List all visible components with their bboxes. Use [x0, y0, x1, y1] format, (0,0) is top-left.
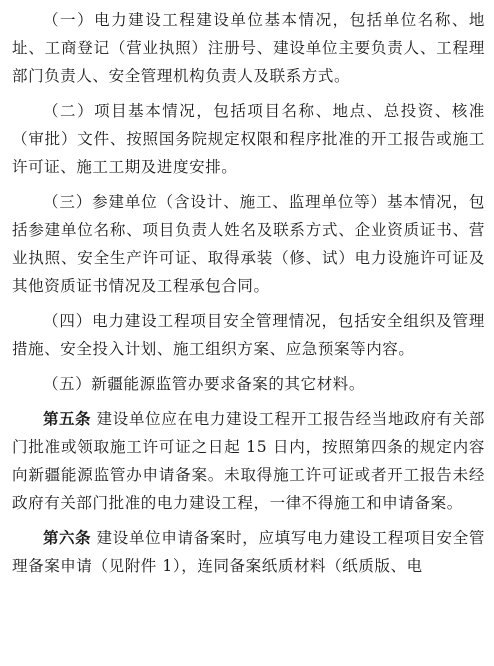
- article-text: 建设单位申请备案时，应填写电力建设工程项目安全管理备案申请（见附件 1），连同备案纸质材料（纸质版、电: [12, 529, 485, 575]
- paragraph-text: （二）项目基本情况，包括项目名称、地点、总投资、核准（审批）文件、按照国务院规定权限和程序批准的开工报告或施工许可证、施工工期及进度安排。: [12, 102, 485, 176]
- article-5: [12, 405, 485, 517]
- paragraph-text: （一）电力建设工程建设单位基本情况，包括单位名称、地址、工商登记（营业执照）注册号、建设单位主要负责人、工程理部门负责人、安全管理机构负责人及联系方式。: [12, 11, 485, 85]
- paragraph-text: （三）参建单位（含设计、施工、监理单位等）基本情况，包括参建单位名称、项目负责人姓名及联系方式、企业资质证书、营业执照、安全生产许可证、取得承装（修、试）电力设施许可证及其他资质证书情况及工程承包合同。: [12, 193, 485, 295]
- article-6: [12, 524, 485, 580]
- paragraph-text: （五）新疆能源监管办要求备案的其它材料。: [43, 375, 366, 393]
- article-text: 建设单位应在电力建设工程开工报告经当地政府有关部门批准或领取施工许可证之日起 15 日内，按照第四条的规定内容向新疆能源监管办申请备案。未取得施工许可证或者开工报告未经政府有关部门批准的电力建设工程，一律不得施工和申请备案。: [12, 410, 485, 512]
- paragraph-item-4: [12, 307, 485, 363]
- paragraph-item-1: [12, 6, 485, 90]
- article-label: 第六条: [43, 529, 91, 547]
- paragraph-item-5: [12, 370, 485, 398]
- paragraph-text: （四）电力建设工程项目安全管理情况，包括安全组织及管理措施、安全投入计划、施工组织方案、应急预案等内容。: [12, 312, 485, 358]
- paragraph-item-3: [12, 188, 485, 300]
- paragraph-item-2: [12, 97, 485, 181]
- article-label: 第五条: [43, 410, 91, 428]
